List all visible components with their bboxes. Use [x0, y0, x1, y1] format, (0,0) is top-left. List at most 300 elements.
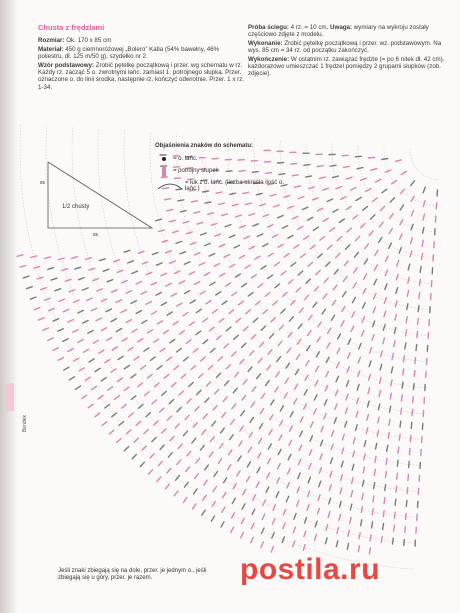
size-paragraph	[38, 37, 244, 44]
stitch-mark	[191, 366, 196, 370]
stitch-mark	[336, 376, 339, 381]
stitch-mark	[366, 428, 368, 434]
stitch-mark	[423, 227, 424, 233]
stitch-mark	[285, 378, 288, 383]
stitch-mark	[247, 477, 250, 482]
stitch-mark	[189, 272, 194, 275]
stitch-mark	[369, 231, 373, 236]
stitch-mark	[284, 254, 289, 257]
stitch-mark	[222, 214, 228, 216]
stitch-mark	[256, 482, 259, 487]
stitch-mark	[281, 309, 285, 313]
stitch-mark	[394, 512, 395, 518]
stitch-mark	[124, 387, 129, 391]
stitch-mark	[306, 361, 309, 366]
stitch-mark	[144, 348, 149, 351]
stitch-mark	[183, 498, 187, 503]
stitch-mark	[231, 527, 234, 532]
stitch-mark	[352, 478, 354, 484]
stitch-mark	[339, 515, 341, 521]
stitch-mark	[344, 261, 348, 266]
stitch-mark	[361, 507, 362, 513]
stitch-mark	[224, 255, 229, 258]
stitch-mark	[288, 454, 291, 459]
stitch-mark	[299, 308, 303, 313]
stitch-mark	[244, 236, 250, 239]
stitch-mark	[286, 363, 290, 368]
stitch-mark	[361, 331, 363, 337]
stitch-mark	[290, 412, 293, 417]
stitch-mark	[89, 359, 94, 362]
stitch-mark	[261, 326, 265, 330]
stitch-mark	[308, 477, 310, 483]
stitch-mark	[179, 391, 183, 395]
stitch-mark	[226, 327, 231, 331]
stitch-mark	[348, 339, 351, 344]
stitch-mark	[248, 447, 251, 452]
stitch-mark	[371, 169, 377, 171]
stitch-mark	[217, 336, 222, 340]
stitch-mark	[363, 467, 364, 473]
stitch-mark	[411, 196, 414, 201]
stitch-mark	[166, 283, 171, 286]
stitch-mark	[48, 268, 54, 270]
stitch-mark	[59, 299, 65, 301]
stitch-mark	[195, 253, 201, 255]
stitch-mark	[191, 201, 197, 202]
stitch-mark	[97, 289, 103, 291]
stitch-mark	[347, 544, 348, 550]
stitch-mark	[275, 387, 278, 392]
stitch-mark	[307, 217, 312, 220]
stitch-mark	[219, 444, 223, 449]
chain-arc-row	[332, 143, 433, 258]
stitch-mark	[379, 222, 383, 227]
stitch-mark	[319, 481, 321, 487]
stitch-mark	[108, 387, 113, 391]
stitch-mark	[190, 242, 196, 244]
work-label: Wykonanie:	[248, 39, 283, 47]
stitch-mark	[353, 438, 355, 444]
stitch-mark	[389, 229, 392, 234]
stitch-mark	[109, 430, 114, 434]
stitch-mark	[298, 271, 303, 275]
stitch-mark	[106, 309, 111, 312]
stitch-mark	[180, 211, 186, 212]
stitch-mark	[332, 431, 334, 437]
stitch-mark	[385, 256, 388, 261]
stitch-mark	[289, 280, 294, 284]
stitch-mark	[173, 322, 178, 325]
stitch-mark	[342, 448, 344, 454]
stitch-mark	[408, 475, 409, 481]
stitch-mark	[394, 525, 395, 531]
stitch-mark	[204, 273, 209, 276]
stitch-mark	[382, 159, 388, 160]
stitch-mark	[251, 537, 254, 542]
stitch-mark	[288, 333, 292, 338]
stitch-mark	[409, 449, 410, 455]
stitch-mark	[78, 340, 83, 343]
stitch-mark	[307, 505, 309, 511]
stitch-mark	[184, 262, 190, 265]
stitch-mark	[226, 365, 230, 369]
chain-stitch-icon	[162, 157, 166, 161]
stitch-mark	[280, 421, 283, 426]
stitch-mark	[372, 335, 374, 341]
stitch-mark	[390, 198, 394, 202]
stitch-mark	[317, 337, 320, 342]
stitch-mark	[261, 266, 266, 269]
stitch-mark	[83, 321, 88, 324]
stitch-mark	[389, 419, 390, 425]
stitch-mark	[323, 188, 329, 190]
stitch-mark	[263, 244, 268, 247]
stitch-mark	[268, 275, 273, 279]
stitch-mark	[287, 348, 291, 353]
finish-text: W ostatnim rz. zawiązać frędzle (= po 6 nitek dł. 42 cm), każdorazowo umieszczać 1 frędzel pomiędzy 2 grupami słupków (zob. zdjęcie).	[248, 55, 445, 78]
stitch-mark	[278, 244, 283, 247]
stitch-mark	[290, 426, 293, 431]
stitch-mark	[247, 462, 250, 467]
stitch-mark	[278, 464, 281, 469]
stitch-mark	[363, 207, 368, 211]
stitch-mark	[347, 367, 349, 373]
stitch-mark	[330, 165, 336, 166]
stitch-mark	[314, 409, 317, 414]
stitch-mark	[287, 483, 290, 488]
stitch-mark	[406, 330, 407, 336]
stitch-mark	[158, 461, 162, 466]
stitch-mark	[58, 329, 64, 332]
stitch-mark	[173, 231, 179, 233]
stitch-mark	[422, 254, 423, 260]
stitch-mark	[30, 297, 36, 299]
stitch-mark	[194, 489, 198, 494]
stitch-mark	[34, 308, 40, 310]
stitch-mark	[302, 207, 308, 209]
stitch-mark	[244, 327, 248, 331]
stitch-mark	[341, 321, 344, 326]
stitch-mark	[415, 358, 416, 364]
stitch-mark	[201, 233, 207, 235]
stitch-mark	[356, 425, 358, 431]
stitch-mark	[239, 301, 244, 305]
stitch-mark	[250, 417, 254, 422]
stitch-mark	[413, 384, 414, 390]
stitch-mark	[299, 445, 302, 450]
stitch-mark	[174, 271, 180, 274]
stitch-mark	[419, 293, 420, 299]
stitch-mark	[272, 235, 277, 238]
stitch-mark	[166, 251, 172, 253]
stitch-mark	[268, 459, 271, 464]
stitch-mark	[49, 309, 55, 311]
stitch-mark	[337, 348, 340, 353]
stitch-mark	[399, 434, 400, 440]
stitch-mark	[239, 441, 242, 446]
stitch-mark	[334, 270, 338, 275]
legend-treble-text: = potrójny słupek	[173, 168, 219, 174]
stitch-mark	[257, 374, 261, 379]
stitch-mark	[409, 462, 410, 468]
stitch-mark	[330, 228, 335, 232]
stitch-mark	[396, 486, 397, 492]
stitch-mark	[214, 472, 218, 477]
stitch-mark	[288, 469, 291, 474]
stitch-mark	[131, 301, 136, 304]
stitch-mark	[355, 156, 361, 157]
stitch-mark	[146, 302, 151, 305]
stitch-mark	[211, 516, 214, 521]
stitch-mark	[308, 262, 313, 266]
stitch-mark	[176, 476, 180, 481]
stitch-mark	[223, 493, 226, 498]
stitch-mark	[225, 225, 231, 227]
stitch-mark	[115, 396, 120, 400]
stitch-mark	[72, 257, 78, 259]
stitch-mark	[167, 416, 171, 420]
stitch-mark	[41, 288, 47, 290]
stitch-mark	[210, 282, 215, 285]
stitch-mark	[243, 489, 246, 494]
stitch-mark	[326, 372, 329, 377]
stitch-mark	[237, 471, 240, 476]
stitch-mark	[319, 177, 325, 178]
stitch-mark	[397, 460, 398, 466]
stitch-mark	[222, 507, 225, 512]
stitch-mark	[111, 319, 116, 322]
stitch-mark	[300, 431, 303, 436]
stitch-mark	[417, 332, 418, 338]
stitch-mark	[331, 315, 334, 320]
stitch-mark	[262, 528, 265, 533]
stitch-mark	[157, 321, 162, 324]
stitch-mark	[407, 291, 408, 297]
stitch-mark	[20, 266, 26, 268]
stitch-mark	[308, 331, 312, 336]
stitch-mark	[141, 366, 146, 370]
stitch-mark	[128, 347, 133, 350]
stitch-mark	[330, 471, 332, 477]
stitch-mark	[245, 265, 250, 268]
stitch-mark	[333, 209, 338, 212]
stitch-mark	[258, 358, 262, 363]
stitch-mark	[251, 523, 254, 528]
stitch-mark	[27, 287, 33, 289]
note-label: Uwaga:	[330, 24, 353, 31]
stitch-mark	[187, 451, 191, 456]
size-text: Ok. 170 x 85 cm	[66, 37, 112, 45]
stitch-mark	[266, 381, 270, 386]
stitch-mark	[310, 245, 315, 249]
stitch-mark	[268, 225, 273, 228]
stitch-mark	[147, 374, 152, 378]
stitch-mark	[423, 201, 425, 207]
stitch-mark	[88, 404, 93, 408]
stitch-mark	[205, 202, 211, 203]
stitch-mark	[48, 338, 53, 341]
stitch-mark	[64, 367, 69, 370]
stitch-mark	[161, 273, 167, 276]
stitch-mark	[317, 166, 323, 167]
stitch-mark	[180, 331, 185, 335]
stitch-mark	[359, 344, 361, 350]
stitch-mark	[186, 467, 190, 472]
stitch-mark	[249, 214, 255, 216]
stitch-mark	[83, 349, 88, 352]
stitch-mark	[167, 210, 173, 211]
stitch-mark	[100, 259, 106, 261]
stitch-mark	[357, 398, 359, 404]
stitch-mark	[58, 258, 64, 260]
stitch-mark	[270, 415, 273, 420]
stitch-mark	[369, 361, 371, 367]
stitch-mark	[170, 261, 176, 263]
legend-chain-text: = o. łańc.	[173, 156, 198, 162]
stitch-mark	[376, 443, 377, 449]
stitch-mark	[282, 537, 284, 543]
stitch-mark	[257, 234, 262, 237]
gauge-label: Próba ściegu:	[248, 24, 289, 31]
stitch-mark	[364, 274, 367, 279]
stitch-mark	[293, 541, 295, 547]
stitch-mark	[257, 468, 260, 473]
stitch-mark	[210, 327, 215, 331]
stitch-mark	[365, 244, 369, 249]
stitch-mark	[410, 436, 411, 442]
stitch-mark	[296, 288, 300, 292]
stitch-mark	[368, 401, 370, 407]
stitch-mark	[228, 465, 231, 470]
stitch-mark	[345, 421, 347, 427]
stitch-mark	[337, 362, 340, 367]
stitch-mark	[315, 535, 317, 541]
stitch-mark	[157, 366, 162, 370]
stitch-mark	[400, 220, 403, 225]
stitch-mark	[335, 404, 337, 410]
stitch-mark	[314, 395, 317, 400]
footnote: Jeśli znaki zbiegają się na dole, przer. je jednym o., jeśli zbiegają się u góry, przer. je razem.	[58, 568, 207, 582]
stitch-mark	[297, 487, 299, 493]
stitch-mark	[86, 258, 92, 260]
stitch-mark	[174, 366, 179, 370]
stitch-mark	[297, 501, 299, 507]
stitch-mark	[193, 349, 198, 353]
stitch-mark	[361, 178, 367, 180]
stitch-mark	[411, 423, 412, 429]
stitch-mark	[23, 276, 29, 278]
stitch-mark	[150, 357, 155, 361]
stitch-mark	[160, 348, 165, 352]
stitch-mark	[149, 470, 153, 475]
stitch-mark	[167, 469, 171, 474]
stitch-mark	[277, 478, 280, 483]
stitch-mark	[346, 206, 351, 209]
stitch-mark	[89, 268, 95, 270]
stitch-mark	[246, 310, 251, 314]
stitch-mark	[390, 214, 394, 219]
stitch-mark	[374, 279, 377, 284]
stitch-mark	[343, 292, 346, 297]
stitch-mark	[279, 435, 282, 440]
stitch-mark	[235, 274, 240, 277]
treble-stitch-icon	[162, 166, 166, 177]
stitch-mark	[341, 475, 343, 481]
stitch-mark	[338, 334, 341, 339]
stitch-mark	[275, 262, 280, 266]
stitch-mark	[400, 421, 401, 427]
stitch-mark	[371, 215, 375, 219]
stitch-mark	[350, 504, 352, 510]
stitch-mark	[154, 339, 159, 342]
stitch-mark	[162, 240, 168, 242]
stitch-mark	[105, 360, 110, 363]
stitch-mark	[122, 281, 128, 283]
stitch-mark	[185, 415, 189, 419]
stitch-mark	[99, 350, 104, 353]
stitch-mark	[357, 168, 363, 169]
stitch-mark	[136, 421, 141, 425]
stitch-mark	[420, 267, 421, 273]
stitch-mark	[206, 301, 211, 304]
stitch-mark	[345, 408, 347, 414]
stitch-mark	[161, 302, 166, 305]
work-paragraph	[248, 40, 448, 55]
stitch-mark	[300, 417, 303, 422]
stitch-mark	[83, 288, 89, 290]
stitch-mark	[362, 317, 365, 323]
stitch-mark	[259, 438, 262, 443]
stitch-mark	[58, 358, 63, 361]
stitch-mark	[288, 235, 293, 238]
stitch-mark	[335, 390, 337, 396]
stitch-mark	[163, 330, 168, 333]
stitch-mark	[229, 235, 235, 237]
finish-paragraph	[248, 56, 448, 78]
stitch-mark	[384, 311, 386, 317]
stitch-mark	[391, 380, 392, 386]
stitch-mark	[253, 495, 256, 500]
stitch-mark	[390, 393, 391, 399]
stitch-mark	[420, 280, 421, 286]
stitch-mark	[132, 455, 136, 459]
stitch-mark	[117, 270, 123, 272]
stitch-mark	[96, 318, 101, 321]
stitch-mark	[378, 404, 379, 410]
stitch-mark	[259, 204, 265, 206]
stitch-mark	[341, 461, 343, 467]
stitch-mark	[122, 404, 127, 408]
stitch-mark	[190, 300, 195, 303]
instructions-right-column	[248, 24, 448, 79]
stitch-mark	[129, 413, 134, 417]
stitch-mark	[218, 459, 221, 464]
stitch-mark	[222, 413, 226, 418]
stitch-mark	[243, 380, 247, 385]
stitch-mark	[88, 331, 93, 334]
stitch-mark	[53, 319, 59, 321]
stitch-mark	[278, 449, 281, 454]
stitch-mark	[325, 386, 328, 391]
stitch-mark	[200, 445, 204, 450]
stitch-mark	[116, 329, 121, 332]
stitch-mark	[183, 431, 187, 436]
stitch-mark	[112, 413, 117, 417]
stitch-mark	[216, 373, 220, 377]
stitch-mark	[136, 282, 142, 284]
stitch-mark	[327, 343, 330, 348]
